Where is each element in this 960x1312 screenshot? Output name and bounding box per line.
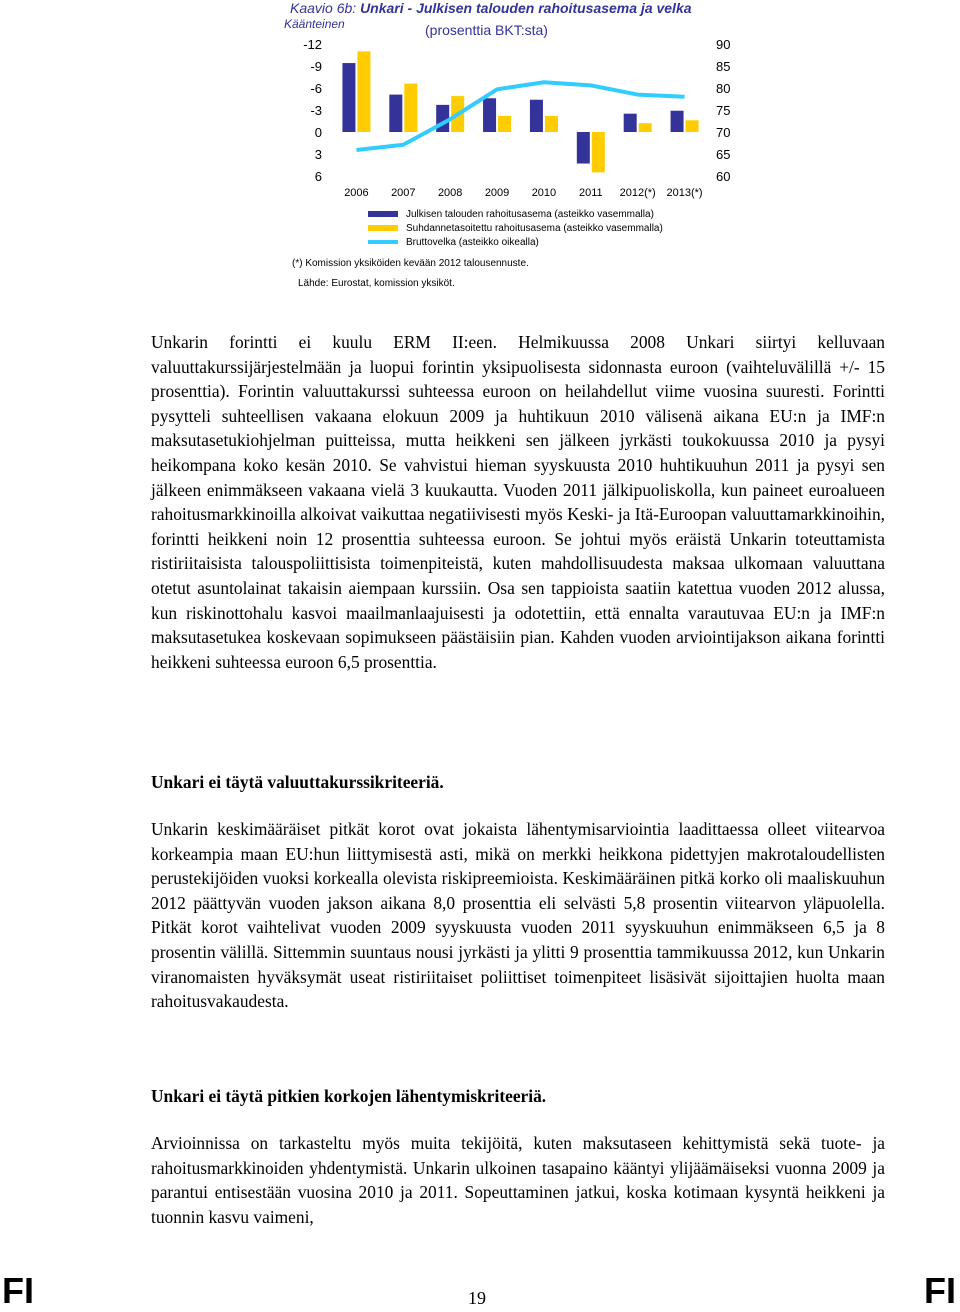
bar-structural-balance: [498, 116, 511, 132]
left-axis-tick-label: 6: [314, 169, 322, 184]
heading-exchange-rate-criterion: Unkari ei täytä valuuttakurssikriteeriä.: [151, 772, 444, 792]
x-axis-tick-label: 2009: [484, 187, 510, 199]
left-axis-tick-label: -3: [310, 103, 322, 118]
paragraph-exchange-rate: Unkarin forintti ei kuulu ERM II:een. Helmikuussa 2008 Unkari siirtyi kelluvaan valuuttakurssijärjestelmään ja luopui forintin yksipuolisesta sidonnasta euroon (vaihteluvälillä +/- 15 prosenttia). Forintin valuuttakurssi suhteessa euroon on heilahdellut viime vuosina suuresti. Forintti pysytteli suhteellisen vakaana elokuun 2009 ja huhtikuun 2010 välisenä aikana EU:n ja IMF:n maksutasetukiohjelman puitteissa, mutta heikkeni sen jälkeen jyrkästi toukokuussa 2010 ja pysyi heikompana koko kesän 2010. Se vahvistui hieman syyskuusta 2010 huhtikuuhun 2011 ja pysyi sen jälkeen enimmäkseen vakaana vielä 3 kuukautta. Vuoden 2011 jälkipuoliskolla, kun paineet euroalueen rahoitusmarkkinoilla alkoivat vaikuttaa negatiivisesti myös Keski- ja Itä-Euroopan valuuttamarkkinoihin, forintti heikkeni noin 12 prosenttia suhteessa euroon. Se johtui myös eräistä Unkarin toteuttamista ristiriitaisista talouspoliittisista toimenpiteistä, kuten mahdollisuudesta maksaa ulkomaan valuuttana otetut asuntolainat takaisin aiempaan kurssiin. Osa sen tappioista saatiin katettua vuoden 2012 alussa, kun riskinottohalu kasvoi maailmanlaajuisesti ja odotettiin, että ennalta varautuvaa EU:n ja IMF:n maksutasetukea koskevaan sopimukseen päästäisiin pian. Kahden vuoden arviointijakson aikana forintti heikkeni suhteessa euroon 6,5 prosenttia.: [151, 332, 885, 672]
left-axis-tick-label: -6: [310, 81, 322, 96]
x-axis-tick-label: 2013(*): [666, 187, 703, 199]
chart-plot: [0, 0, 960, 205]
chart-title-main: Unkari - Julkisen talouden rahoitusasema ja velka: [360, 0, 692, 16]
left-axis-tick-label: -9: [310, 59, 322, 74]
legend-item-balance: [368, 207, 663, 221]
chart-note-forecast: (*) Komission yksiköiden kevään 2012 talousennuste.: [292, 258, 529, 269]
bar-structural-balance: [592, 132, 605, 172]
bar-structural-balance: [357, 51, 370, 132]
right-axis-tick-label: 60: [716, 169, 731, 184]
chart-note-source: Lähde: Eurostat, komission yksiköt.: [298, 278, 455, 289]
legend-label-balance: Julkisen talouden rahoitusasema (asteikko vasemmalla): [406, 208, 654, 220]
bar-fiscal-balance: [624, 114, 637, 132]
chart-subtitle: (prosenttia BKT:sta): [425, 22, 548, 38]
legend-item-structural: [368, 221, 663, 235]
legend-item-debt: [368, 235, 663, 249]
left-axis-tick-label: 3: [314, 147, 322, 162]
x-axis-tick-label: 2010: [531, 187, 557, 199]
legend-label-debt: Bruttovelka (asteikko oikealla): [406, 236, 539, 248]
x-axis-tick-label: 2008: [437, 187, 463, 199]
right-axis-tick-label: 90: [716, 37, 731, 52]
bar-fiscal-balance: [342, 63, 355, 132]
legend-swatch-debt: [368, 240, 398, 244]
right-axis-tick-label: 65: [716, 147, 731, 162]
left-axis-label: Käänteinen: [284, 17, 345, 31]
legend-label-structural: Suhdannetasoitettu rahoitusasema (asteikko vasemmalla): [406, 222, 663, 234]
bar-structural-balance: [639, 123, 652, 132]
footer-language-right: FI: [924, 1270, 956, 1311]
bar-fiscal-balance: [577, 132, 590, 164]
bar-structural-balance: [686, 120, 699, 132]
paragraph-other-factors: Arvioinnissa on tarkasteltu myös muita tekijöitä, kuten maksutaseen kehittymistä sekä tuote- ja rahoitusmarkkinoiden yhdentymistä. Unkarin ulkoinen tasapaino kääntyi ylijäämäiseksi vuonna 2009 ja parantui entisestään vuosina 2010 ja 2011. Sopeuttaminen jatkui, koska kotimaan kysyntä heikkeni ja tuonnin kasvu vaimeni,: [151, 1133, 885, 1227]
right-axis-tick-label: 85: [716, 59, 731, 74]
x-axis-tick-label: 2007: [391, 187, 416, 199]
footer-language-left: FI: [2, 1270, 34, 1311]
x-axis-tick-label: 2006: [344, 187, 369, 199]
chart-title-prefix: Kaavio 6b:: [290, 0, 357, 16]
left-axis-tick-label: 0: [314, 125, 322, 140]
legend-swatch-balance: [368, 211, 398, 217]
right-axis-tick-label: 70: [716, 125, 731, 140]
bar-fiscal-balance: [671, 111, 684, 132]
bar-structural-balance: [404, 84, 417, 132]
bar-fiscal-balance: [389, 95, 402, 132]
chart-legend: [368, 207, 663, 249]
paragraph-long-term-rates: Unkarin keskimääräiset pitkät korot ovat jokaista lähentymisarviointia laadittaessa olleet viitearvoa korkeampia maan EU:hun liittymisestä asti, mikä on merkki heikkona pidettyjen makrotaloudellisten perustekijöiden vuoksi korkealla olevista riskipreemioista. Keskimääräinen pitkä korko oli maaliskuuhun 2012 päättyvän vuoden jakson aikana 8,0 prosenttia eli selvästi 5,8 prosentin viitearvon yläpuolella. Pitkät korot vaihtelivat vuoden 2009 syyskuusta vuoden 2011 syyskuuhun enimmäkseen 6,5 ja 8 prosentin välillä. Sittemmin suuntaus nousi jyrkästi ja ylitti 9 prosenttia tammikuussa 2012, kun Unkarin viranomaisten hyväksymät useat ristiriitaiset poliittiset toimenpiteet lisäsivät sijoittajien huolta maan rahoitusvakaudesta.: [151, 819, 885, 1012]
right-axis-tick-label: 75: [716, 103, 731, 118]
x-axis-tick-label: 2012(*): [619, 187, 656, 199]
page-number: 19: [468, 1288, 486, 1308]
heading-interest-rate-criterion: Unkari ei täytä pitkien korkojen lähentymiskriteeriä.: [151, 1086, 547, 1106]
bar-fiscal-balance: [530, 100, 543, 132]
legend-swatch-structural: [368, 225, 398, 231]
bar-fiscal-balance: [483, 98, 496, 132]
x-axis-tick-label: 2011: [578, 187, 603, 199]
right-axis-tick-label: 80: [716, 81, 731, 96]
bar-structural-balance: [545, 116, 558, 132]
left-axis-tick-label: -12: [303, 37, 322, 52]
